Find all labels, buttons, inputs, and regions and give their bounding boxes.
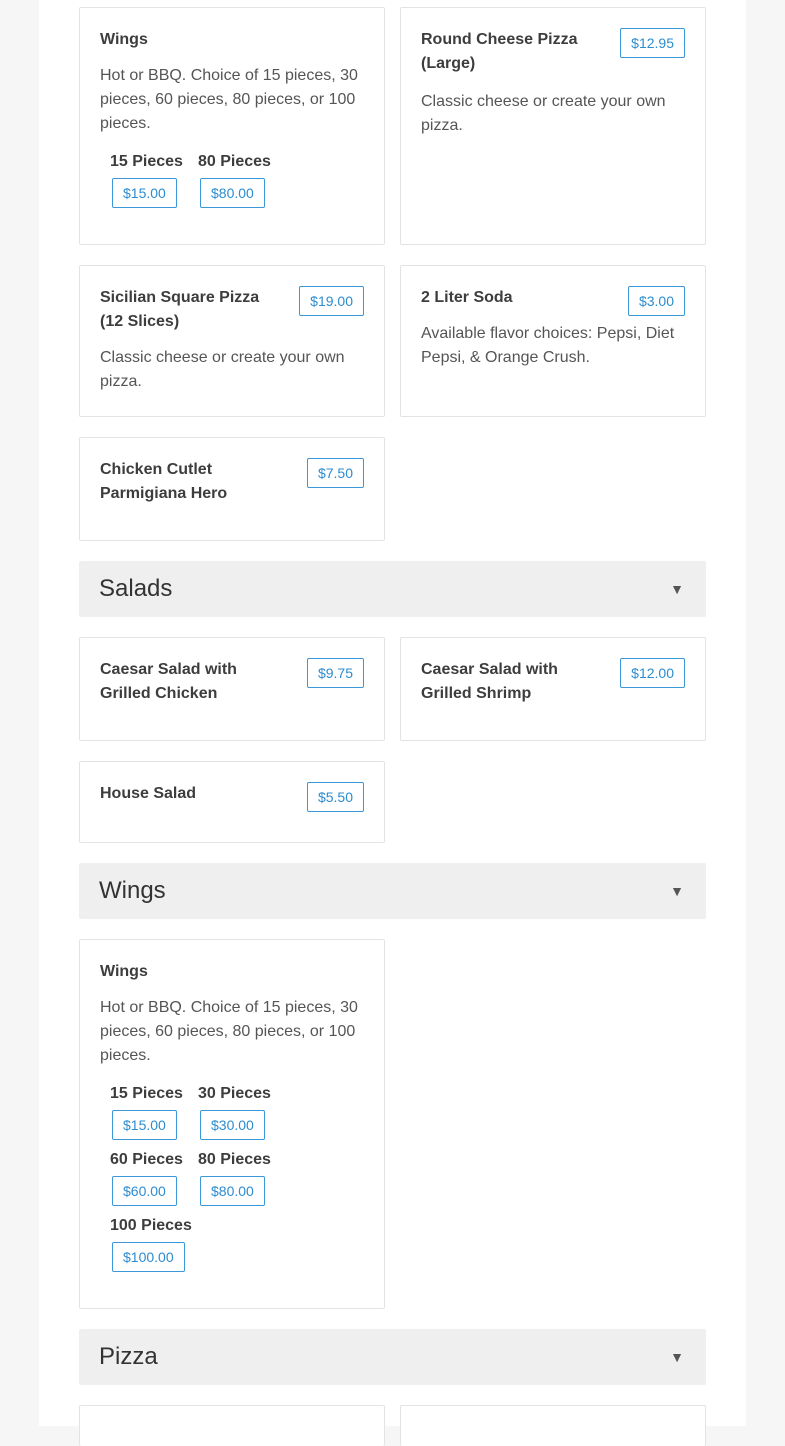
menu-item-card-wings[interactable] bbox=[79, 939, 385, 1309]
item-name: House Salad bbox=[100, 785, 197, 802]
item-price-button[interactable]: $3.00 bbox=[628, 286, 685, 316]
item-description: Classic cheese or create your own pizza. bbox=[421, 93, 666, 134]
item-description: Hot or BBQ. Choice of 15 pieces, 30 pieces, 60 pieces, 80 pieces, or 100 pieces. bbox=[100, 999, 358, 1064]
option-label: 30 Pieces bbox=[198, 1085, 271, 1102]
option-80-pieces bbox=[198, 1148, 286, 1206]
item-price-button[interactable]: $12.95 bbox=[620, 28, 685, 58]
item-description: Classic cheese or create your own pizza. bbox=[100, 349, 345, 390]
item-name: 2 Liter Soda bbox=[421, 289, 513, 306]
menu-item-card-caesar-shrimp[interactable] bbox=[400, 637, 706, 741]
section-header-pizza[interactable] bbox=[79, 1329, 706, 1385]
option-price-button[interactable]: $100.00 bbox=[112, 1242, 185, 1272]
menu-item-card-round-pizza[interactable] bbox=[400, 7, 706, 245]
section-header-salads[interactable] bbox=[79, 561, 706, 617]
option-price-button[interactable]: $60.00 bbox=[112, 1176, 177, 1206]
item-description: Available flavor choices: Pepsi, Diet Pepsi, & Orange Crush. bbox=[421, 325, 675, 366]
option-15-pieces bbox=[110, 1082, 198, 1140]
item-name: Caesar Salad with Grilled Chicken bbox=[100, 661, 237, 702]
option-price-button[interactable]: $80.00 bbox=[200, 178, 265, 208]
section-header-wings[interactable] bbox=[79, 863, 706, 919]
chevron-down-icon[interactable]: ▼ bbox=[670, 581, 684, 597]
item-name: Wings bbox=[100, 31, 148, 48]
option-30-pieces bbox=[198, 1082, 286, 1140]
chevron-down-icon[interactable]: ▼ bbox=[670, 883, 684, 899]
chevron-down-icon[interactable]: ▼ bbox=[670, 1349, 684, 1365]
option-label: 100 Pieces bbox=[110, 1217, 192, 1234]
item-name: Caesar Salad with Grilled Shrimp bbox=[421, 661, 558, 702]
menu-item-card-house-salad[interactable] bbox=[79, 761, 385, 843]
item-price-button[interactable]: $19.00 bbox=[299, 286, 364, 316]
option-price-button[interactable]: $30.00 bbox=[200, 1110, 265, 1140]
item-name: Sicilian Square Pizza (12 Slices) bbox=[100, 289, 260, 330]
item-name: Wings bbox=[100, 963, 148, 980]
menu-item-card-soda[interactable] bbox=[400, 265, 706, 417]
item-price-button[interactable]: $9.75 bbox=[307, 658, 364, 688]
item-price-button[interactable]: $12.00 bbox=[620, 658, 685, 688]
section-title: Salads bbox=[99, 575, 173, 602]
item-price-button[interactable]: $7.50 bbox=[307, 458, 364, 488]
menu-item-card-caesar-chicken[interactable] bbox=[79, 637, 385, 741]
option-label: 60 Pieces bbox=[110, 1151, 183, 1168]
option-label: 15 Pieces bbox=[110, 1085, 183, 1102]
option-price-button[interactable]: $80.00 bbox=[200, 1176, 265, 1206]
item-price-button[interactable]: $5.50 bbox=[307, 782, 364, 812]
item-description: Hot or BBQ. Choice of 15 pieces, 30 pieces, 60 pieces, 80 pieces, or 100 pieces. bbox=[100, 67, 358, 132]
section-title: Pizza bbox=[99, 1343, 158, 1370]
option-60-pieces bbox=[110, 1148, 198, 1206]
option-label: 15 Pieces bbox=[110, 153, 183, 170]
option-80-pieces bbox=[198, 150, 286, 208]
option-price-button[interactable]: $15.00 bbox=[112, 1110, 177, 1140]
option-label: 80 Pieces bbox=[198, 1151, 271, 1168]
option-label: 80 Pieces bbox=[198, 153, 271, 170]
menu-item-card-chicken-hero[interactable] bbox=[79, 437, 385, 541]
option-price-button[interactable]: $15.00 bbox=[112, 178, 177, 208]
option-100-pieces bbox=[110, 1214, 198, 1272]
section-title: Wings bbox=[99, 877, 166, 904]
menu-item-card-wings-top[interactable] bbox=[79, 7, 385, 245]
option-15-pieces bbox=[110, 150, 198, 208]
item-name: Chicken Cutlet Parmigiana Hero bbox=[100, 461, 228, 502]
menu-item-card-sicilian-pizza[interactable] bbox=[79, 265, 385, 417]
item-name: Round Cheese Pizza (Large) bbox=[421, 31, 578, 72]
